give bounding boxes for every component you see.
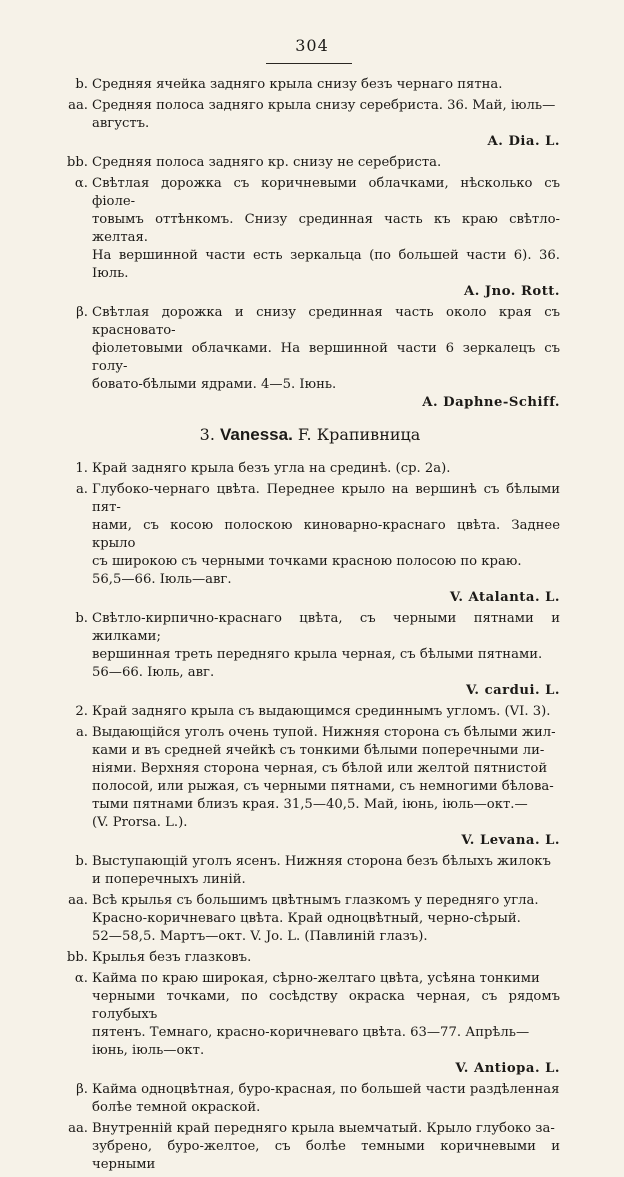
text-line: бовато-бѣлыми ядрами. 4—5. Іюнь.	[92, 377, 337, 392]
key-entry	[40, 76, 560, 94]
text-line: (V. Prorsa. L.).	[92, 815, 188, 830]
text-line: Свѣтлая дорожка съ коричневыми облачками, нѣсколько съ фіоле-	[92, 176, 560, 209]
text-line: 56,5—66. Іюль—авг.	[92, 572, 232, 587]
entry-label: b.	[75, 854, 88, 869]
text-line: Средняя полоса задняго крыла снизу серебриста. 36. Май, іюль—	[92, 98, 556, 113]
entry-label: β.	[76, 305, 88, 320]
page-number: 304	[295, 36, 329, 55]
entry-label: aa.	[68, 893, 88, 908]
species-name: A. Dia. L.	[487, 134, 560, 149]
entry-label: aa.	[68, 98, 88, 113]
entry-text	[92, 703, 560, 721]
species-name: A. Daphne-Schiff.	[422, 395, 560, 410]
entry-text	[92, 724, 560, 850]
key-entry	[40, 97, 560, 151]
text-line: пятенъ. Темнаго, красно-коричневаго цвѣта. 63—77. Апрѣль—	[92, 1025, 530, 1040]
entry-text	[92, 949, 560, 967]
text-line: Выступающій уголъ ясенъ. Нижняя сторона безъ бѣлыхъ жилокъ	[92, 854, 551, 869]
text-line: Кайма одноцвѣтная, буро-красная, по большей части раздѣленная	[92, 1082, 560, 1097]
text-line: августъ.	[92, 116, 150, 131]
text-line: Внутренній край передняго крыла выемчатый. Крыло глубоко за-	[92, 1121, 555, 1136]
text-line: Свѣтло-кирпично-краснаго цвѣта, съ черными пятнами и жилками;	[92, 611, 560, 644]
entry-text	[92, 853, 560, 889]
entry-label: a.	[75, 482, 88, 497]
entry-label: 1.	[75, 461, 88, 476]
entry-text	[92, 481, 560, 607]
text-line: 52—58,5. Мартъ—окт. V. Jo. L. (Павлиній глазъ).	[92, 929, 428, 944]
entry-label: α.	[74, 176, 88, 191]
entry-text	[92, 1120, 560, 1174]
text-line: Глубоко-чернаго цвѣта. Переднее крыло на вершинѣ съ бѣлыми пят-	[92, 482, 560, 515]
entry-text	[92, 1081, 560, 1117]
heading-genus: Vanessa.	[220, 425, 293, 444]
text-line: ками и въ средней ячейкѣ съ тонкими бѣлыми поперечными ли-	[92, 743, 545, 758]
genus-heading	[40, 426, 560, 444]
key-entry	[40, 304, 560, 412]
text-line: Кайма по краю широкая, сѣрно-желтаго цвѣта, усѣяна тонкими	[92, 971, 540, 986]
entry-text	[92, 304, 560, 412]
entry-label: α.	[74, 971, 88, 986]
entry-text	[92, 175, 560, 301]
entry-label: bb.	[66, 155, 88, 170]
key-entry	[40, 175, 560, 301]
species-name: V. cardui. L.	[466, 683, 560, 698]
key-entry	[40, 154, 560, 172]
text-line: черными точками, по сосѣдству окраска черная, съ рядомъ голубыхъ	[92, 989, 560, 1022]
text-line: вершинная треть передняго крыла черная, съ бѣлыми пятнами.	[92, 647, 543, 662]
text-line: тыми пятнами близъ края. 31,5—40,5. Май, іюнь, іюль—окт.—	[92, 797, 528, 812]
key-entry	[40, 853, 560, 889]
entry-text	[92, 460, 560, 478]
heading-common-name: Крапивница	[316, 425, 421, 444]
text-line: товымъ оттѣнкомъ. Снизу срединная часть къ краю свѣтло-желтая.	[92, 212, 560, 245]
text-line: Край задняго крыла съ выдающимся срединнымъ угломъ. (VI. 3).	[92, 704, 551, 719]
species-name: V. Levana. L.	[461, 833, 560, 848]
species-name: A. Jno. Rott.	[463, 284, 560, 299]
key-entry	[40, 610, 560, 700]
species-name: V. Antiopa. L.	[455, 1061, 560, 1076]
key-entry	[40, 724, 560, 850]
text-line: На вершинной части есть зеркальца (по большей части 6). 36. Іюль.	[92, 248, 560, 281]
entry-text	[92, 154, 560, 172]
text-line: іюнь, іюль—окт.	[92, 1043, 205, 1058]
key-entry	[40, 949, 560, 967]
entry-text	[92, 97, 560, 151]
entry-label: bb.	[66, 950, 88, 965]
entry-label: β.	[76, 1082, 88, 1097]
key-entry	[40, 460, 560, 478]
entry-label: b.	[75, 77, 88, 92]
entry-label: a.	[75, 725, 88, 740]
header-rule	[266, 63, 352, 64]
text-line: Красно-коричневаго цвѣта. Край одноцвѣтный, черно-сѣрый.	[92, 911, 521, 926]
text-line: Выдающійся уголъ очень тупой. Нижняя сторона съ бѣлыми жил-	[92, 725, 556, 740]
text-line: болѣе темной окраской.	[92, 1100, 261, 1115]
key-entries	[40, 76, 560, 1177]
heading-number: 3.	[199, 425, 215, 444]
text-line: и поперечныхъ линій.	[92, 872, 246, 887]
text-line: Край задняго крыла безъ угла на срединѣ. (ср. 2а).	[92, 461, 451, 476]
text-line: Крылья безъ глазковъ.	[92, 950, 252, 965]
text-line: Всѣ крылья съ большимъ цвѣтнымъ глазкомъ у передняго угла.	[92, 893, 539, 908]
key-entry	[40, 1120, 560, 1174]
text-line: Средняя ячейка задняго крыла снизу безъ чернаго пятна.	[92, 77, 503, 92]
text-line: зубрено, буро-желтое, съ болѣе темными коричневыми и черными	[92, 1139, 560, 1172]
heading-author: F.	[297, 425, 312, 444]
text-line: 56—66. Іюль, авг.	[92, 665, 215, 680]
text-line: полосой, или рыжая, съ черными пятнами, съ немногими бѣлова-	[92, 779, 554, 794]
text-line: фіолетовыми облачками. На вершинной части 6 зеркалецъ съ голу-	[92, 341, 560, 374]
key-entry	[40, 892, 560, 946]
key-entry	[40, 970, 560, 1078]
entry-label: 2.	[75, 704, 88, 719]
key-entry	[40, 1081, 560, 1117]
entry-text	[92, 892, 560, 946]
key-entry	[40, 703, 560, 721]
entry-text	[92, 970, 560, 1078]
text-line: Средняя полоса задняго кр. снизу не серебриста.	[92, 155, 442, 170]
species-name: V. Atalanta. L.	[449, 590, 560, 605]
entry-label: aa.	[68, 1121, 88, 1136]
entry-label: b.	[75, 611, 88, 626]
entry-text	[92, 76, 560, 94]
text-line: съ широкою съ черными точками красною полосою по краю.	[92, 554, 522, 569]
entry-text	[92, 610, 560, 700]
text-line: нами, съ косою полоскою киноварно-краснаго цвѣта. Заднее крыло	[92, 518, 560, 551]
key-entry	[40, 481, 560, 607]
text-line: Свѣтлая дорожка и снизу срединная часть около края съ красновато-	[92, 305, 560, 338]
text-line: ніями. Верхняя сторона черная, съ бѣлой или желтой пятнистой	[92, 761, 548, 776]
